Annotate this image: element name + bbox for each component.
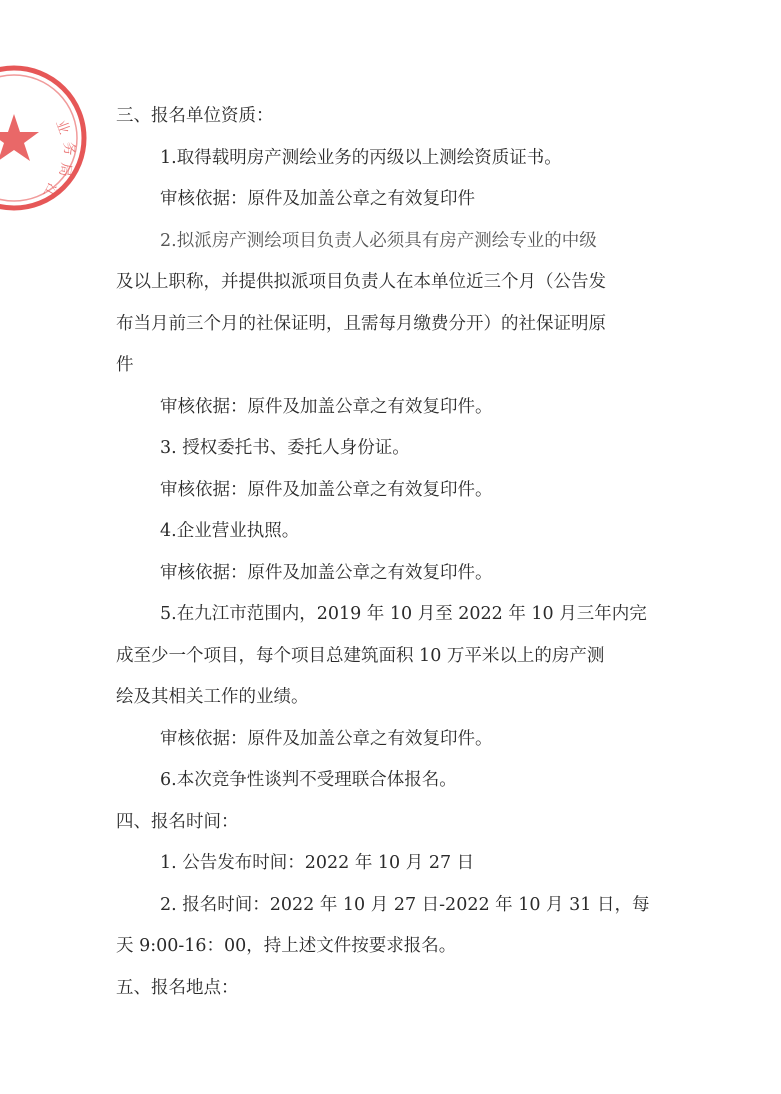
s3-item-3: 3. 授权委托书、委托人身份证。 xyxy=(160,438,410,458)
section-5-heading: 五、报名地点： xyxy=(116,977,239,998)
s3-item-2-line-2: 及以上职称，并提供拟派项目负责人在本单位近三个月（公告发 xyxy=(116,272,606,292)
seal-star-icon xyxy=(0,114,39,161)
s3-item-2-review: 审核依据：原件及加盖公章之有效复印件。 xyxy=(160,396,493,417)
s4-item-1: 1. 公告发布时间：2022 年 10 月 27 日 xyxy=(160,853,475,873)
svg-text:务: 务 xyxy=(60,140,78,157)
s3-item-3-review: 审核依据：原件及加盖公章之有效复印件。 xyxy=(160,479,493,500)
s3-item-4-review: 审核依据：原件及加盖公章之有效复印件。 xyxy=(160,562,493,583)
document-body xyxy=(116,96,676,1009)
s3-item-6: 6.本次竞争性谈判不受理联合体报名。 xyxy=(160,770,457,790)
official-seal-stamp xyxy=(0,62,90,214)
section-4-heading: 四、报名时间： xyxy=(116,811,239,832)
s3-item-1: 1.取得载明房产测绘业务的丙级以上测绘资质证书。 xyxy=(160,147,562,168)
s3-item-5-line-2: 成至少一个项目，每个项目总建筑面积 10 万平米以上的房产测 xyxy=(116,645,605,666)
s3-item-4: 4.企业营业执照。 xyxy=(160,521,300,541)
svg-text:局: 局 xyxy=(55,161,74,178)
s3-item-5-review: 审核依据：原件及加盖公章之有效复印件。 xyxy=(160,728,493,749)
section-3-heading: 三、报名单位资质： xyxy=(116,106,274,126)
s4-item-2-line-1: 2. 报名时间：2022 年 10 月 27 日-2022 年 10 月 31 日，每 xyxy=(160,894,650,915)
s3-item-1-review: 审核依据：原件及加盖公章之有效复印件 xyxy=(160,189,475,209)
s4-item-2-line-2: 天 9:00-16：00，持上述文件按要求报名。 xyxy=(116,936,457,956)
s3-item-5-line-3: 绘及其相关工作的业绩。 xyxy=(116,687,309,707)
s3-item-2-line-1: 2.拟派房产测绘项目负责人必须具有房产测绘专业的中级 xyxy=(160,230,597,251)
s3-item-5-line-1: 5.在九江市范围内，2019 年 10 月至 2022 年 10 月三年内完 xyxy=(160,604,647,624)
s3-item-2-line-4: 件 xyxy=(116,355,134,375)
s3-item-2-line-3: 布当月前三个月的社保证明，且需每月缴费分开）的社保证明原 xyxy=(116,313,606,334)
svg-text:业: 业 xyxy=(52,117,73,137)
svg-text:江: 江 xyxy=(39,180,61,201)
